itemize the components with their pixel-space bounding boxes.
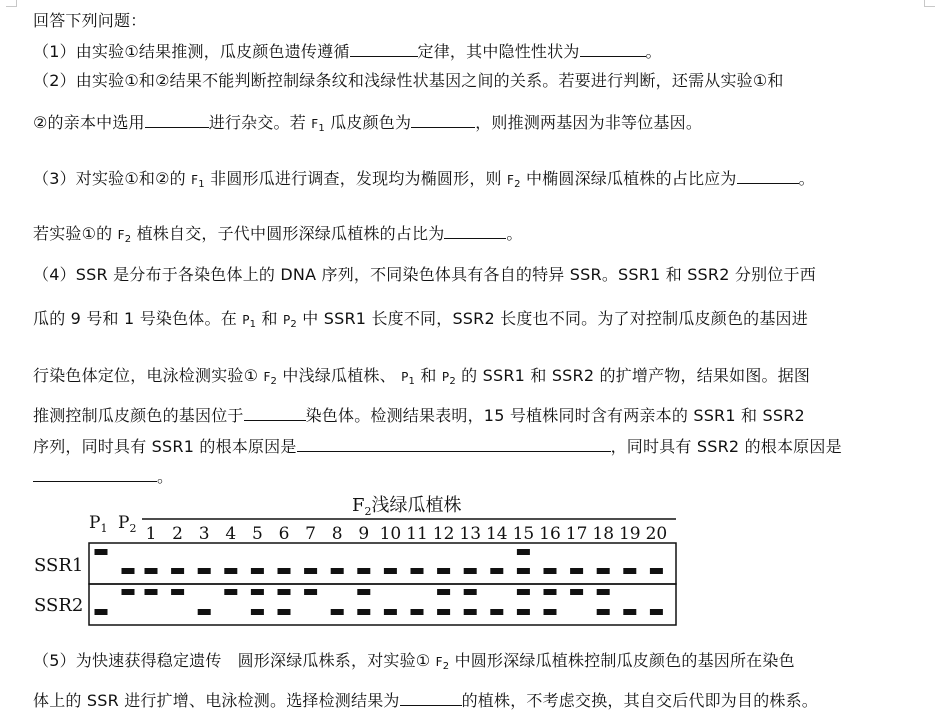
q4-and: 和: [256, 309, 283, 328]
f2-label: F: [263, 370, 271, 384]
question-5-line-2: [33, 690, 818, 712]
band-ssr1-lane-20: [650, 568, 663, 574]
lane-number: 14: [485, 524, 508, 544]
band-ssr2-lane-20: [650, 609, 663, 615]
f1-sub: 1: [318, 123, 325, 134]
p2-sub: 2: [449, 376, 456, 387]
q4-line6: 。: [157, 467, 174, 486]
band-ssr1-lane-5: [251, 568, 264, 574]
band-ssr1-lane-2: [171, 568, 184, 574]
p2-label: P: [441, 370, 450, 384]
gel-title: $F_2$浅绿瓜植株: [352, 495, 462, 518]
f2-label: F: [435, 655, 443, 669]
band-ssr2-p2: [122, 589, 135, 595]
p1-label: P: [242, 313, 250, 327]
band-ssr2-lane-5: [251, 609, 264, 615]
lane-number: 18: [592, 524, 615, 544]
q4-and: 和: [415, 366, 442, 385]
q5-line1-a: （5）为快速获得稳定遗传: [33, 651, 222, 670]
lane-number: 9: [358, 524, 370, 544]
band-ssr1-lane-10: [384, 568, 397, 574]
row-label-ssr2: SSR2: [34, 595, 84, 616]
band-ssr2-lane-7: [304, 589, 317, 595]
band-ssr2-lane-12: [437, 589, 450, 595]
band-ssr2-lane-3: [198, 609, 211, 615]
lane-number: 2: [172, 524, 184, 544]
q4-line5-b: ，同时具有 SSR2 的根本原因是: [610, 437, 842, 456]
q4-line3-b: 中浅绿瓜植株、: [277, 366, 402, 385]
band-ssr1-lane-17: [570, 568, 583, 574]
f1-sub: 1: [198, 179, 205, 190]
lane-number: 1: [145, 524, 157, 544]
band-ssr2-lane-1: [145, 589, 158, 595]
band-ssr2-lane-19: [623, 609, 636, 615]
question-5-line-1: [33, 650, 795, 678]
band-ssr2-lane-15: [517, 589, 530, 595]
band-ssr1-lane-7: [304, 568, 317, 574]
band-ssr2-lane-6: [278, 589, 291, 595]
band-ssr2-lane-14: [490, 609, 503, 615]
q4-line3-c: 的 SSR1 和 SSR2 的扩增产物，结果如图。据图: [455, 366, 811, 385]
band-ssr1-lane-13: [464, 568, 477, 574]
q4-line2-a: 瓜的 9 号和 1 号染色体。在: [33, 309, 243, 328]
q3-part-a: （3）对实验①和②的: [33, 169, 192, 188]
q2-part-b: 进行杂交。若: [208, 113, 312, 132]
lane-number: 5: [251, 524, 263, 544]
band-ssr2-lane-16: [544, 589, 557, 595]
q4-line4-b: 染色体。检测结果表明，15 号植株同时含有两亲本的 SSR1 和 SSR2: [305, 406, 805, 425]
band-ssr2-lane-13: [464, 589, 477, 595]
q5-line1-b: 圆形深绿瓜株系，对实验①: [237, 651, 436, 670]
band-ssr2-lane-5: [251, 589, 264, 595]
lane-number: 16: [539, 524, 561, 544]
band-ssr2-lane-8: [331, 609, 344, 615]
p1-lane-label: $P_1$: [89, 513, 108, 535]
question-2-line-1: （2）由实验①和②结果不能判断控制绿条纹和浅绿性状基因之间的关系。若要进行判断，还需从实验①和: [33, 71, 784, 90]
band-ssr2-p1: [95, 609, 108, 615]
q3-part-d: 。: [798, 169, 815, 188]
band-ssr1-lane-14: [490, 568, 503, 574]
band-ssr2-lane-12: [437, 609, 450, 615]
q3-part-c: 中椭圆深绿瓜植株的占比应为: [520, 169, 737, 188]
lane-number: 4: [225, 524, 237, 544]
q5-line2-b: 的植株，不考虑交换，其自交后代即为目的株系。: [461, 691, 819, 710]
q4-line2-b: 中 SSR1 长度不同，SSR2 长度也不同。为了对控制瓜皮颜色的基因进: [296, 309, 808, 328]
p2-lane-label: $P_2$: [118, 513, 137, 535]
answer-blank: [400, 690, 462, 706]
lane-number: 8: [331, 524, 343, 544]
f2-label: F: [507, 173, 515, 187]
band-ssr1-lane-18: [597, 568, 610, 574]
band-ssr1-lane-19: [623, 568, 636, 574]
band-ssr2-lane-10: [384, 609, 397, 615]
band-ssr1-lane-4: [224, 568, 237, 574]
lane-number: 15: [512, 524, 535, 544]
q2-part-d: ，则推测两基因为非等位基因。: [475, 113, 703, 132]
f1-label: F: [311, 117, 319, 131]
q4-line4-a: 推测控制瓜皮颜色的基因位于: [33, 406, 244, 425]
question-4-line-1: （4）SSR 是分布于各染色体上的 DNA 序列，不同染色体具有各自的特异 SSR。SSR1 和 SSR2 分别位于西: [33, 265, 816, 284]
q2-part-a: ②的亲本中选用: [33, 113, 145, 132]
band-ssr1-p2: [122, 568, 135, 574]
lane-number: 19: [618, 524, 641, 544]
q4-line5-a: 序列，同时具有 SSR1 的根本原因是: [33, 437, 297, 456]
p2-label: P: [282, 313, 291, 327]
p1-label: P: [401, 370, 409, 384]
p1-sub: 1: [249, 319, 257, 330]
band-ssr1-lane-6: [278, 568, 291, 574]
band-ssr2-lane-17: [570, 589, 583, 595]
f2-sub: 2: [442, 661, 450, 672]
band-ssr2-lane-11: [411, 609, 424, 615]
lane-number: 10: [379, 524, 402, 544]
band-ssr1-p1: [95, 549, 108, 555]
band-ssr2-lane-16: [544, 609, 557, 615]
lane-number: 12: [432, 524, 455, 544]
p2-sub: 2: [290, 319, 297, 330]
band-ssr2-lane-15: [517, 609, 530, 615]
band-ssr2-lane-2: [171, 589, 184, 595]
lane-number: 3: [198, 524, 210, 544]
lane-number: 11: [406, 524, 428, 544]
lane-number: 17: [565, 524, 588, 544]
band-ssr1-lane-15: [517, 549, 530, 555]
f2-sub: 2: [514, 179, 521, 190]
band-ssr1-lane-15: [517, 568, 530, 574]
q3-line2-a: 若实验①的: [33, 224, 118, 243]
q2-part-c: 瓜皮颜色为: [324, 113, 412, 132]
band-ssr1-lane-1: [145, 568, 158, 574]
p1-sub: 1: [408, 376, 416, 387]
band-ssr2-lane-9: [357, 589, 370, 595]
band-ssr1-lane-8: [331, 568, 344, 574]
gel-box-ssr1: [89, 543, 676, 584]
lane-number: 20: [645, 524, 668, 544]
q5-line2-a: 体上的 SSR 进行扩增、电泳检测。选择检测结果为: [33, 691, 400, 710]
lane-number: 7: [305, 524, 317, 544]
intro-text: 回答下列问题：: [33, 11, 147, 30]
row-label-ssr1: SSR1: [34, 555, 84, 576]
q3-line2-b: 植株自交，子代中圆形深绿瓜植株的占比为: [131, 224, 445, 243]
q1-part-a: （1）由实验①结果推测，瓜皮颜色遗传遵循: [33, 42, 350, 61]
band-ssr2-lane-18: [597, 609, 610, 615]
lane-number: 13: [459, 524, 482, 544]
lane-number: 6: [278, 524, 290, 544]
q3-line2-c: 。: [506, 224, 523, 243]
f2-label: F: [117, 228, 125, 242]
band-ssr2-lane-13: [464, 609, 477, 615]
q5-line1-c: 中圆形深绿瓜植株控制瓜皮颜色的基因所在染色: [449, 651, 795, 670]
band-ssr2-lane-18: [597, 589, 610, 595]
q3-part-b: 非圆形瓜进行调查，发现均为椭圆形，则: [204, 169, 508, 188]
f1-label: F: [191, 173, 199, 187]
f2-sub: 2: [270, 376, 278, 387]
band-ssr1-lane-3: [198, 568, 211, 574]
band-ssr1-lane-11: [411, 568, 424, 574]
band-ssr2-lane-4: [224, 589, 237, 595]
band-ssr1-lane-16: [544, 568, 557, 574]
q1-part-b: 定律，其中隐性性状为: [417, 42, 580, 61]
f2-sub: 2: [124, 234, 132, 245]
band-ssr2-lane-6: [278, 609, 291, 615]
band-ssr1-lane-9: [357, 568, 370, 574]
q1-part-c: 。: [645, 42, 662, 61]
band-ssr1-lane-12: [437, 568, 450, 574]
band-ssr2-lane-9: [357, 609, 370, 615]
q4-line3-a: 行染色体定位，电泳检测实验①: [33, 366, 264, 385]
